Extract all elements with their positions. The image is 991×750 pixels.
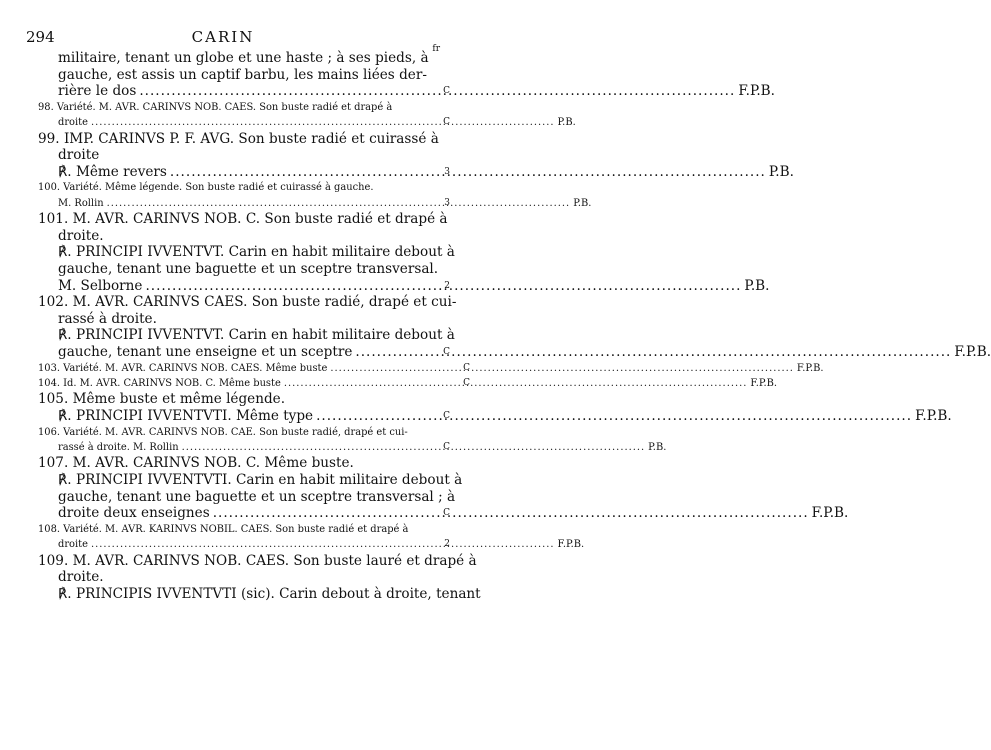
coin-size-grade: F.P.B. [738,83,775,100]
text-line [58,407,952,425]
dot-leader [182,440,646,455]
rarity-mark: 3 [444,166,450,177]
line-text: droite [58,539,88,551]
coin-size-grade: F.P.B. [954,343,991,360]
rarity-mark: C [443,508,450,519]
dot-leader [330,361,794,376]
line-text: 100. Variété. Même légende. Son buste radié et cuirassé à gauche. [38,182,374,194]
text-line [38,130,439,148]
rarity-mark: C [443,346,450,357]
text-line [38,455,400,472]
text-line [38,211,448,228]
line-text: 99. IMP. CARINVS P. F. AVG. Son buste radié et cuirassé à [38,130,439,147]
text-line [58,471,463,489]
text-line [58,228,400,245]
line-text: 108. Variété. M. AVR. KARINVS NOBIL. CAES. Son buste radié et drapé à [38,523,409,535]
text-line [58,277,770,295]
dot-leader [91,537,555,552]
rarity-mark: C [443,441,450,452]
line-text: 101. M. AVR. CARINVS NOB. C. Son buste radié et drapé à [38,211,448,228]
rarity-mark: C [443,117,450,128]
line-text: droite. [58,569,104,586]
text-line [38,361,824,376]
line-text: 106. Variété. M. AVR. CARINVS NOB. CAE. Son buste radié, drapé et cui- [38,426,408,438]
margin-note: fr [432,44,440,54]
line-text: droite [58,117,88,129]
text-line [58,260,439,278]
line-text: M. Selborne [58,277,143,294]
line-text: ℟. PRINCIPI IVVENTVTI. Même type [58,407,314,424]
text-line [38,425,408,440]
rarity-mark: 2 [444,539,450,550]
text-line [58,343,991,361]
line-text: rière le dos [58,83,137,100]
text-line [58,440,667,455]
text-line [58,147,400,164]
text-line [38,391,400,408]
text-line [58,196,592,211]
text-line [58,569,400,586]
coin-size-grade: F.P.B. [811,505,849,522]
coin-size-grade: F.P.B. [796,362,824,374]
line-text: gauche, tenant une baguette et un sceptre transversal. [58,260,439,277]
text-line [58,505,849,522]
rarity-mark: C [443,410,450,421]
rarity-mark: 3 [444,197,450,208]
text-line [38,180,400,195]
page-number: 294 [26,28,55,46]
text-line [38,552,477,570]
dot-leader [316,408,912,425]
dot-leader [284,376,748,391]
coin-size-grade: P.B. [573,197,592,209]
line-text: ℟. PRINCIPI IVVENTVT. Carin en habit militaire debout à [58,244,455,261]
rarity-mark: C [443,86,450,97]
text-line [58,50,429,67]
coin-size-grade: F.P.B. [915,407,952,424]
line-text: 104. Id. M. AVR. CARINVS NOB. C. Même buste [38,377,281,389]
text-line [58,327,455,344]
rarity-mark: C [463,377,470,388]
coin-size-grade: P.B. [744,277,770,294]
text-line [38,100,400,115]
line-text: gauche, est assis un captif barbu, les mains liées der- [58,66,427,83]
line-text: 105. Même buste et même légende. [38,391,286,408]
coin-size-grade: P.B. [768,163,794,180]
text-line [58,66,427,84]
line-text: ℟. PRINCIPI IVVENTVT. Carin en habit militaire debout à [58,327,455,344]
text-line [38,294,457,311]
text-line [58,83,775,100]
text-line [58,488,456,506]
text-line [58,537,585,552]
line-text: ℟. PRINCIPI IVVENTVTI. Carin en habit militaire debout à [58,471,463,488]
line-text: militaire, tenant un globe et une haste ; à ses pieds, à [58,50,429,66]
text-line [58,585,481,603]
dot-leader [91,115,555,130]
rarity-mark: C [463,362,470,373]
text-line [38,376,778,391]
line-text: 109. M. AVR. CARINVS NOB. CAES. Son buste lauré et drapé à [38,552,477,569]
catalogue-text [38,50,991,602]
line-text: 107. M. AVR. CARINVS NOB. C. Même buste. [38,455,354,472]
coin-size-grade: P.B. [648,441,667,453]
line-text: ℟. Même revers [58,163,167,180]
line-text: rassé à droite. M. Rollin [58,441,179,453]
line-text: droite. [58,227,104,244]
dot-leader [170,164,766,181]
dot-leader [213,505,809,522]
line-text: gauche, tenant une enseigne et un sceptre [58,343,353,360]
text-line [58,163,794,181]
line-text: 98. Variété. M. AVR. CARINVS NOB. CAES. Son buste radié et drapé à [38,101,393,113]
line-text: rassé à droite. [58,310,157,327]
line-text: ℟. PRINCIPIS IVVENTVTI (sic). Carin debout à droite, tenant [58,585,481,602]
text-line [58,115,576,130]
coin-size-grade: F.P.B. [557,539,585,551]
line-text: M. Rollin [58,197,104,209]
line-text: 103. Variété. M. AVR. CARINVS NOB. CAES. Même buste [38,362,328,374]
line-text: 102. M. AVR. CARINVS CAES. Son buste radié, drapé et cui- [38,294,457,311]
line-text: gauche, tenant une baguette et un sceptre transversal ; à [58,488,456,505]
coin-size-grade: P.B. [557,117,576,129]
line-text: droite [58,147,100,164]
dot-leader [107,196,571,211]
text-line [58,311,400,328]
line-text: droite deux enseignes [58,505,210,522]
running-title: CARIN [191,28,255,46]
text-line [38,522,409,537]
text-line [58,244,455,261]
coin-size-grade: F.P.B. [750,377,778,389]
rarity-mark: 2 [444,280,450,291]
